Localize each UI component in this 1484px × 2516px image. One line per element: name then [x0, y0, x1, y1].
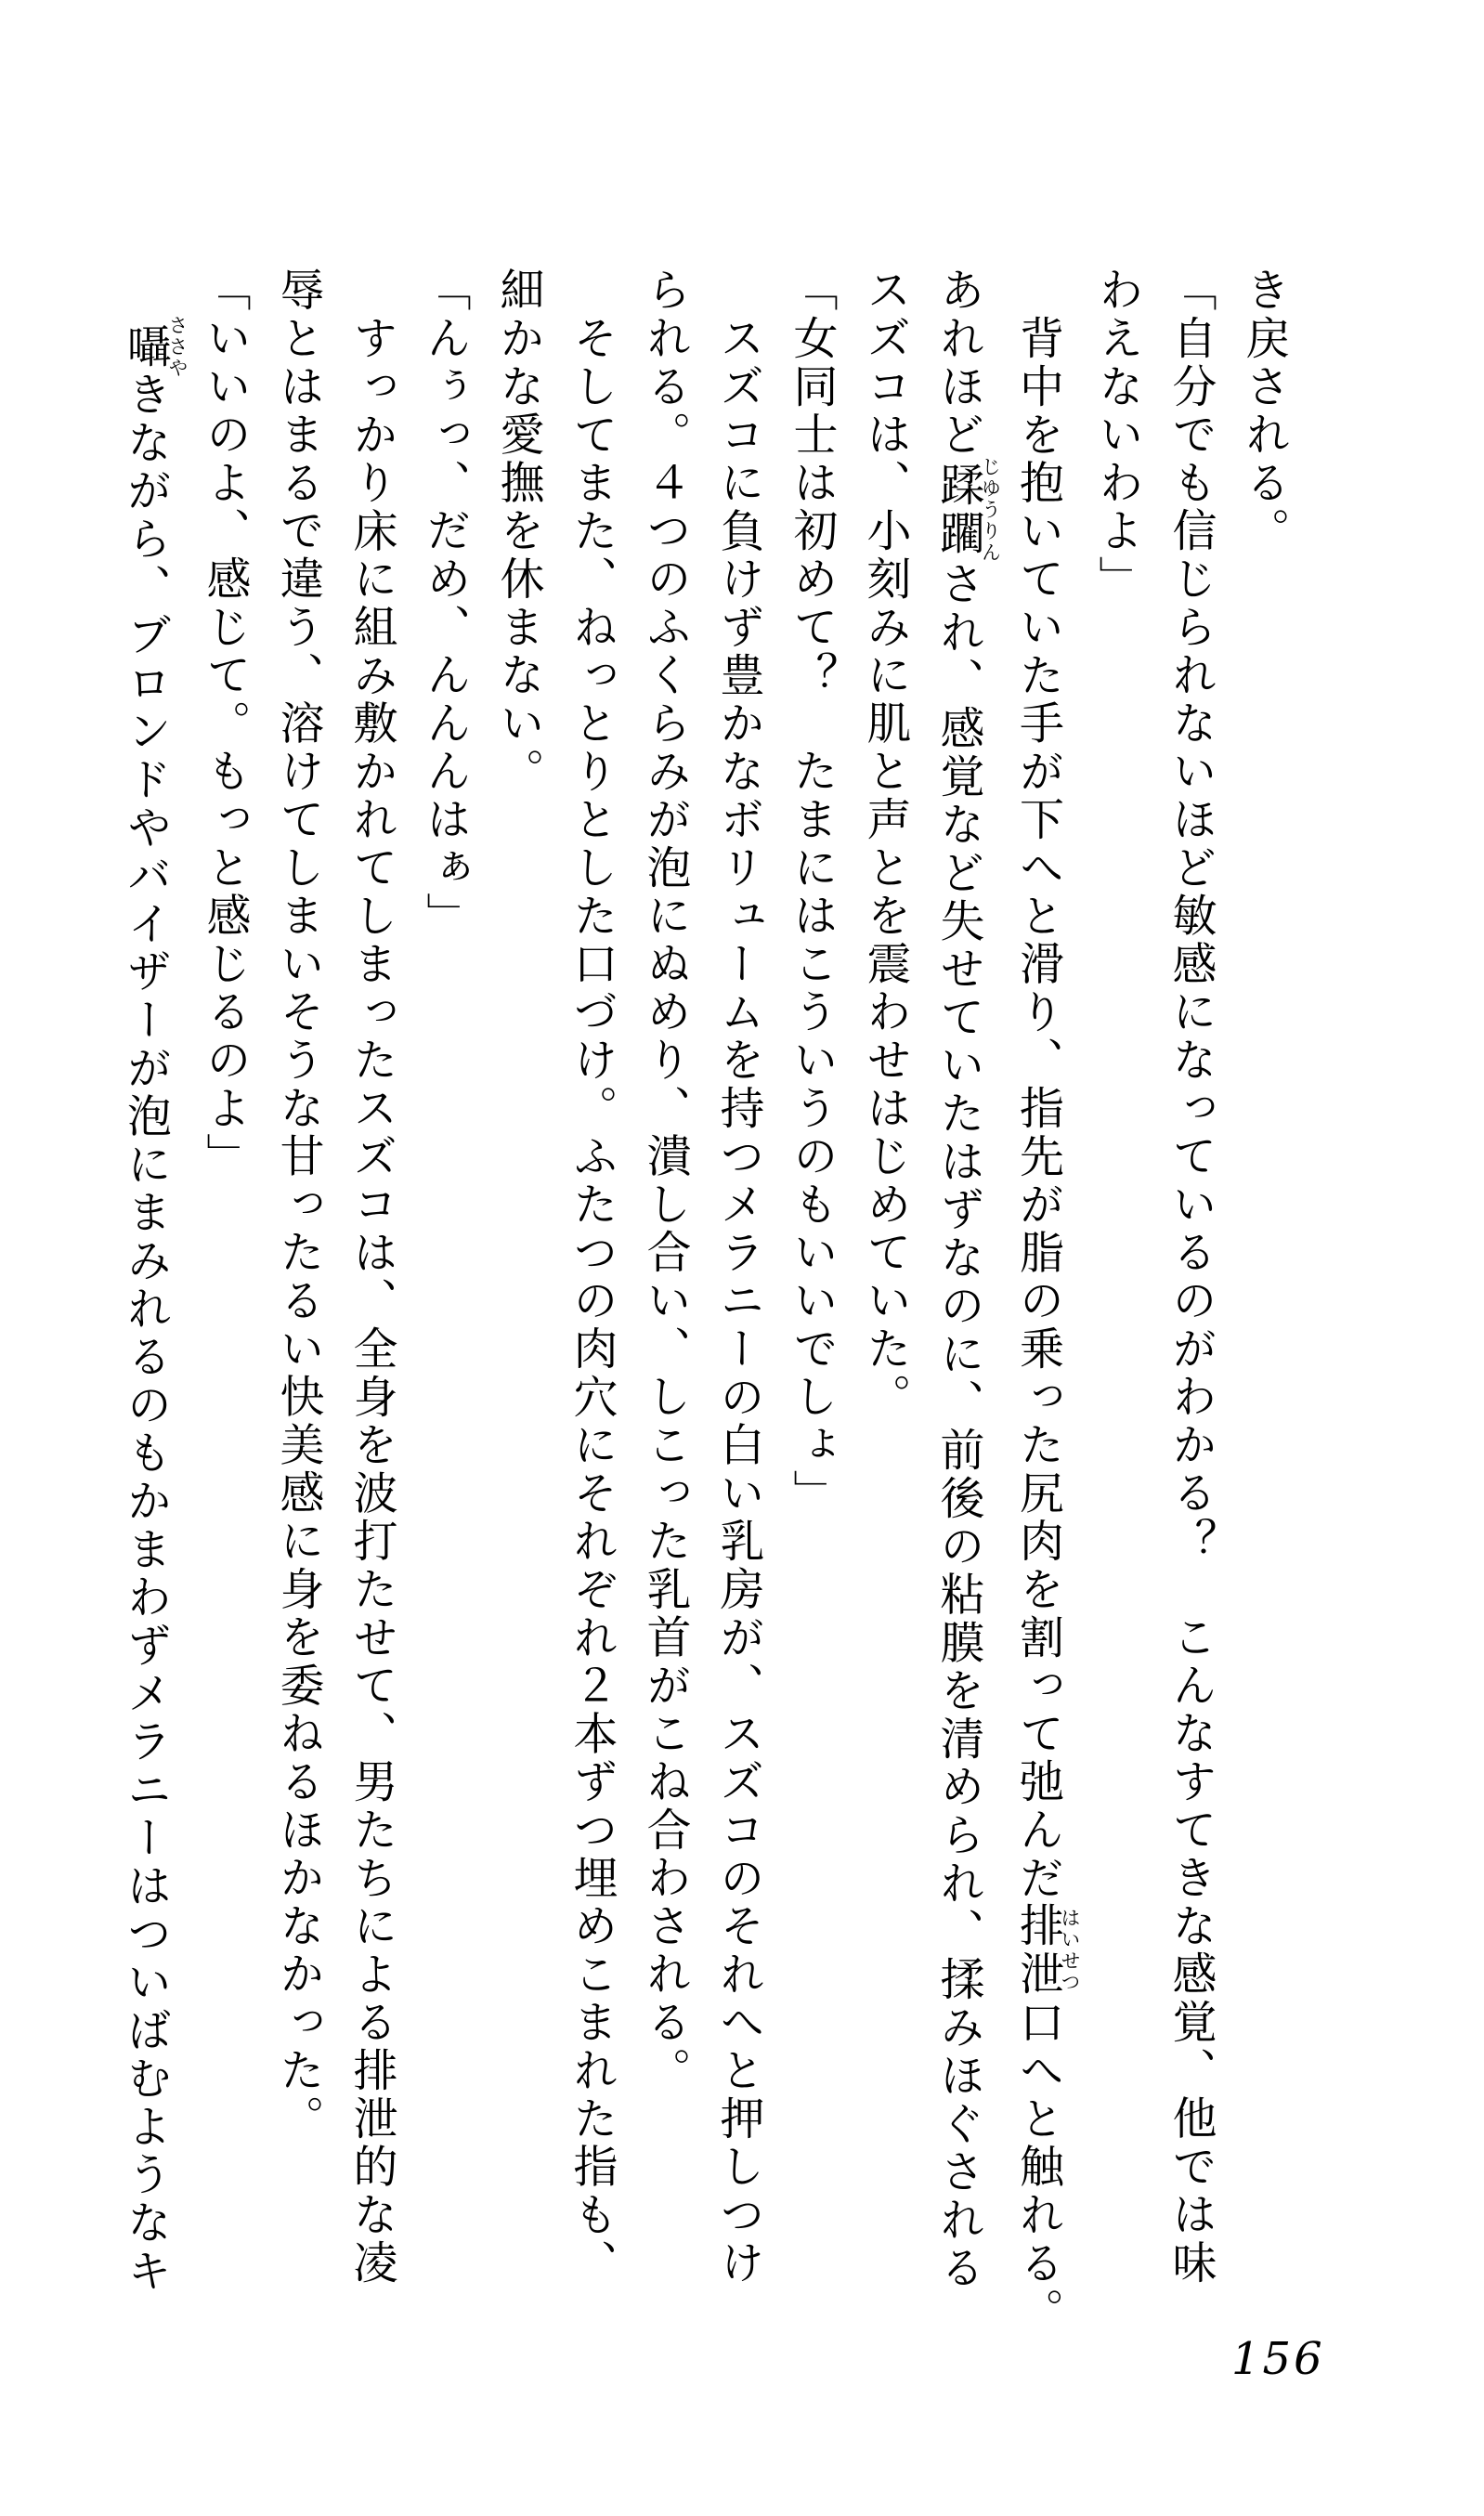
text-column: すっかり床に組み敷かれてしまったスズコは、全身を波打たせて、男たちによる排泄的な凌 [346, 314, 396, 2288]
text-column: 囁ささやきながら、ブロンドやバイザーが泡にまみれるのもかまわずメラニーはついばむようなキ [120, 314, 189, 2296]
text-column: スズコは、小刻みに肌と声とを震わせはじめていた。 [860, 267, 909, 1422]
text-column: 「いいのよ、感じて。もっと感じるのよ」 [200, 267, 249, 1181]
text-column: スズコに負けず豊かなボリュームを持つメラニーの白い乳房が、スズコのそれへと押しつけ [713, 314, 762, 2288]
text-column: 「んぅっ、だめ、んんんはぁ」 [420, 267, 469, 941]
furigana: ささや [166, 314, 189, 379]
furigana: じゆうりん [979, 456, 1002, 564]
text-column: 「女同士は初めて？ たまにはこういうのもいいでしょ」 [787, 267, 836, 1518]
text-column: 辱とはまるで違う、溶けてしまいそうな甘ったるい快美感に身を委ねるほかなかった。 [273, 267, 322, 2144]
ruby-annotated-text: 囁ささや [120, 314, 189, 379]
text-column: られる。４つのふくらみが泡にぬめり、潰し合い、しこった乳首がこね合わされる。 [640, 267, 689, 2095]
text-column: あれほど蹂躙じゆうりんされ、感覚など失せていたはずなのに、前後の粘膜を清められ、揉みほぐされる [933, 267, 1002, 2293]
text-column: 細かな愛撫を休まない。 [493, 267, 542, 796]
ruby-annotated-text: 蹂躙じゆうりん [933, 456, 1002, 564]
text-column: き戻される。 [1239, 267, 1288, 555]
text-column: 背中を抱いていた手が下へと滑り、指先が脂の乗った尻肉を割って弛んだ排泄はいせつ口へと触れる。 [1012, 314, 1081, 2336]
text-column: そしてまた、ねっとりとした口づけ。ふたつの肉穴にそれぞれ２本ずつ埋めこまれた指も、 [566, 314, 616, 2288]
furigana: はいせつ [1059, 1902, 1081, 1999]
page-text [109, 267, 1301, 2338]
text-column: 「自分でも信じられないほど敏感になっているのがわかる？ こんなすてきな感覚、他では味 [1165, 267, 1215, 2288]
ruby-annotated-text: 排泄はいせつ [1012, 1902, 1081, 1999]
text-column: わえないわよ」 [1092, 267, 1141, 604]
page-number: 156 [1231, 2333, 1325, 2385]
